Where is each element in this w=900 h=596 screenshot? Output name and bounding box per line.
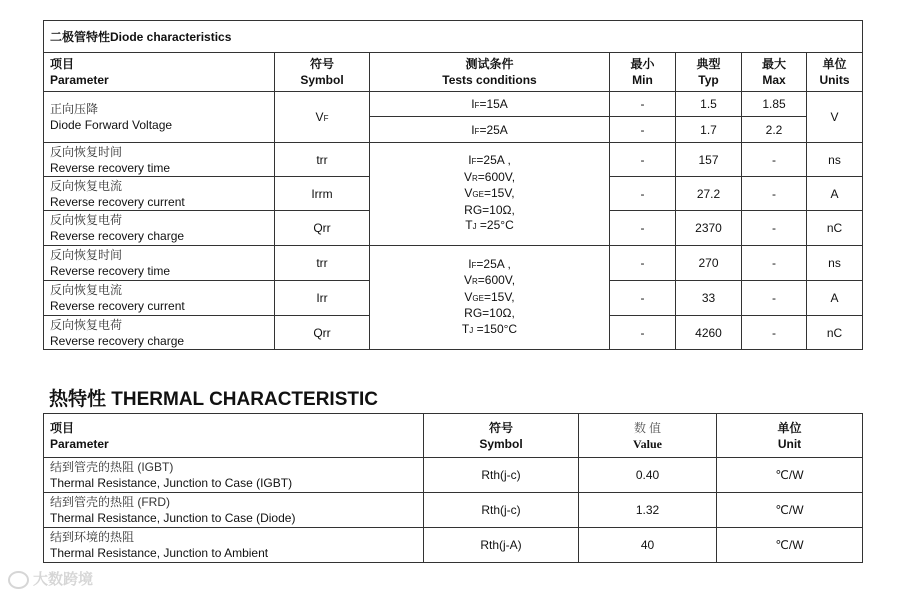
header-max: 最大 Max [742,53,807,92]
thermal-unit: ℃/W [717,493,863,528]
row-min: - [610,211,676,246]
row-max: - [742,211,807,246]
row-unit: ns [807,143,863,177]
thermal-parameter: 结到管壳的热阻 (FRD) Thermal Resistance, Junction to Case (Diode) [44,493,424,528]
thermal-header-row [44,414,863,458]
row-typ: 33 [676,281,742,316]
thermal-value: 40 [579,528,717,563]
row-max: - [742,281,807,316]
row-unit: ns [807,246,863,281]
table-row [44,493,863,528]
thermal-header-symbol: 符号 Symbol [424,414,579,458]
thermal-section-title: 热特性 THERMAL CHARACTERISTIC [49,389,378,410]
row-typ: 270 [676,246,742,281]
diode-header-row [44,53,863,92]
thermal-header-parameter: 项目 Parameter [44,414,424,458]
table-row [44,528,863,563]
row-min: - [610,246,676,281]
thermal-symbol: Rth(j-c) [424,493,579,528]
vf-typ: 1.5 [676,92,742,117]
header-min: 最小 Min [610,53,676,92]
thermal-header-value: 数 值 Value [579,414,717,458]
thermal-symbol: Rth(j-c) [424,458,579,493]
row-parameter: 反向恢复时间 Reverse recovery time [44,143,275,177]
row-unit: nC [807,316,863,350]
row-max: - [742,316,807,350]
row-symbol: Irrm [275,177,370,211]
diode-characteristics-table [43,20,863,350]
test-conditions-25c: IF=25A , VR=600V, VGE=15V, RG=10Ω, TJ =25°C [370,143,610,246]
row-parameter: 反向恢复电流 Reverse recovery current [44,281,275,316]
row-max: - [742,143,807,177]
row-parameter: 反向恢复电流 Reverse recovery current [44,177,275,211]
row-typ: 2370 [676,211,742,246]
thermal-unit: ℃/W [717,528,863,563]
test-conditions-150c: IF=25A , VR=600V, VGE=15V, RG=10Ω, TJ =150°C [370,246,610,350]
table-row [44,246,863,281]
thermal-value: 1.32 [579,493,717,528]
row-symbol: trr [275,143,370,177]
row-symbol: Qrr [275,316,370,350]
header-symbol: 符号 Symbol [275,53,370,92]
watermark-text: 大数跨境 [33,571,94,588]
vf-min: - [610,92,676,117]
watermark [8,568,93,589]
thermal-header-unit: 单位 Unit [717,414,863,458]
vf-parameter: 正向压降 Diode Forward Voltage [44,92,275,143]
thermal-characteristics-table [43,413,863,563]
watermark-logo-icon [8,571,29,589]
row-symbol: trr [275,246,370,281]
vf-typ: 1.7 [676,117,742,143]
vf-max: 2.2 [742,117,807,143]
row-min: - [610,281,676,316]
header-units: 单位 Units [807,53,863,92]
vf-unit: V [807,92,863,143]
table-row [44,143,863,177]
row-min: - [610,143,676,177]
row-typ: 4260 [676,316,742,350]
thermal-parameter: 结到环境的热阻 Thermal Resistance, Junction to Ambient [44,528,424,563]
header-parameter: 项目 Parameter [44,53,275,92]
thermal-parameter: 结到管壳的热阻 (IGBT) Thermal Resistance, Junction to Case (IGBT) [44,458,424,493]
table-row [44,458,863,493]
diode-table-title: 二极管特性Diode characteristics [44,21,863,53]
row-parameter: 反向恢复电荷 Reverse recovery charge [44,316,275,350]
row-typ: 27.2 [676,177,742,211]
row-parameter: 反向恢复电荷 Reverse recovery charge [44,211,275,246]
thermal-symbol: Rth(j-A) [424,528,579,563]
row-unit: nC [807,211,863,246]
header-typ: 典型 Typ [676,53,742,92]
vf-min: - [610,117,676,143]
vf-condition: IF=15A [370,92,610,117]
thermal-unit: ℃/W [717,458,863,493]
thermal-value: 0.40 [579,458,717,493]
row-parameter: 反向恢复时间 Reverse recovery time [44,246,275,281]
row-symbol: Irr [275,281,370,316]
row-unit: A [807,177,863,211]
vf-symbol: VF [275,92,370,143]
row-symbol: Qrr [275,211,370,246]
row-min: - [610,316,676,350]
header-conditions: 测试条件 Tests conditions [370,53,610,92]
vf-max: 1.85 [742,92,807,117]
vf-condition: IF=25A [370,117,610,143]
row-typ: 157 [676,143,742,177]
row-max: - [742,177,807,211]
row-max: - [742,246,807,281]
row-min: - [610,177,676,211]
row-unit: A [807,281,863,316]
table-row [44,92,863,117]
